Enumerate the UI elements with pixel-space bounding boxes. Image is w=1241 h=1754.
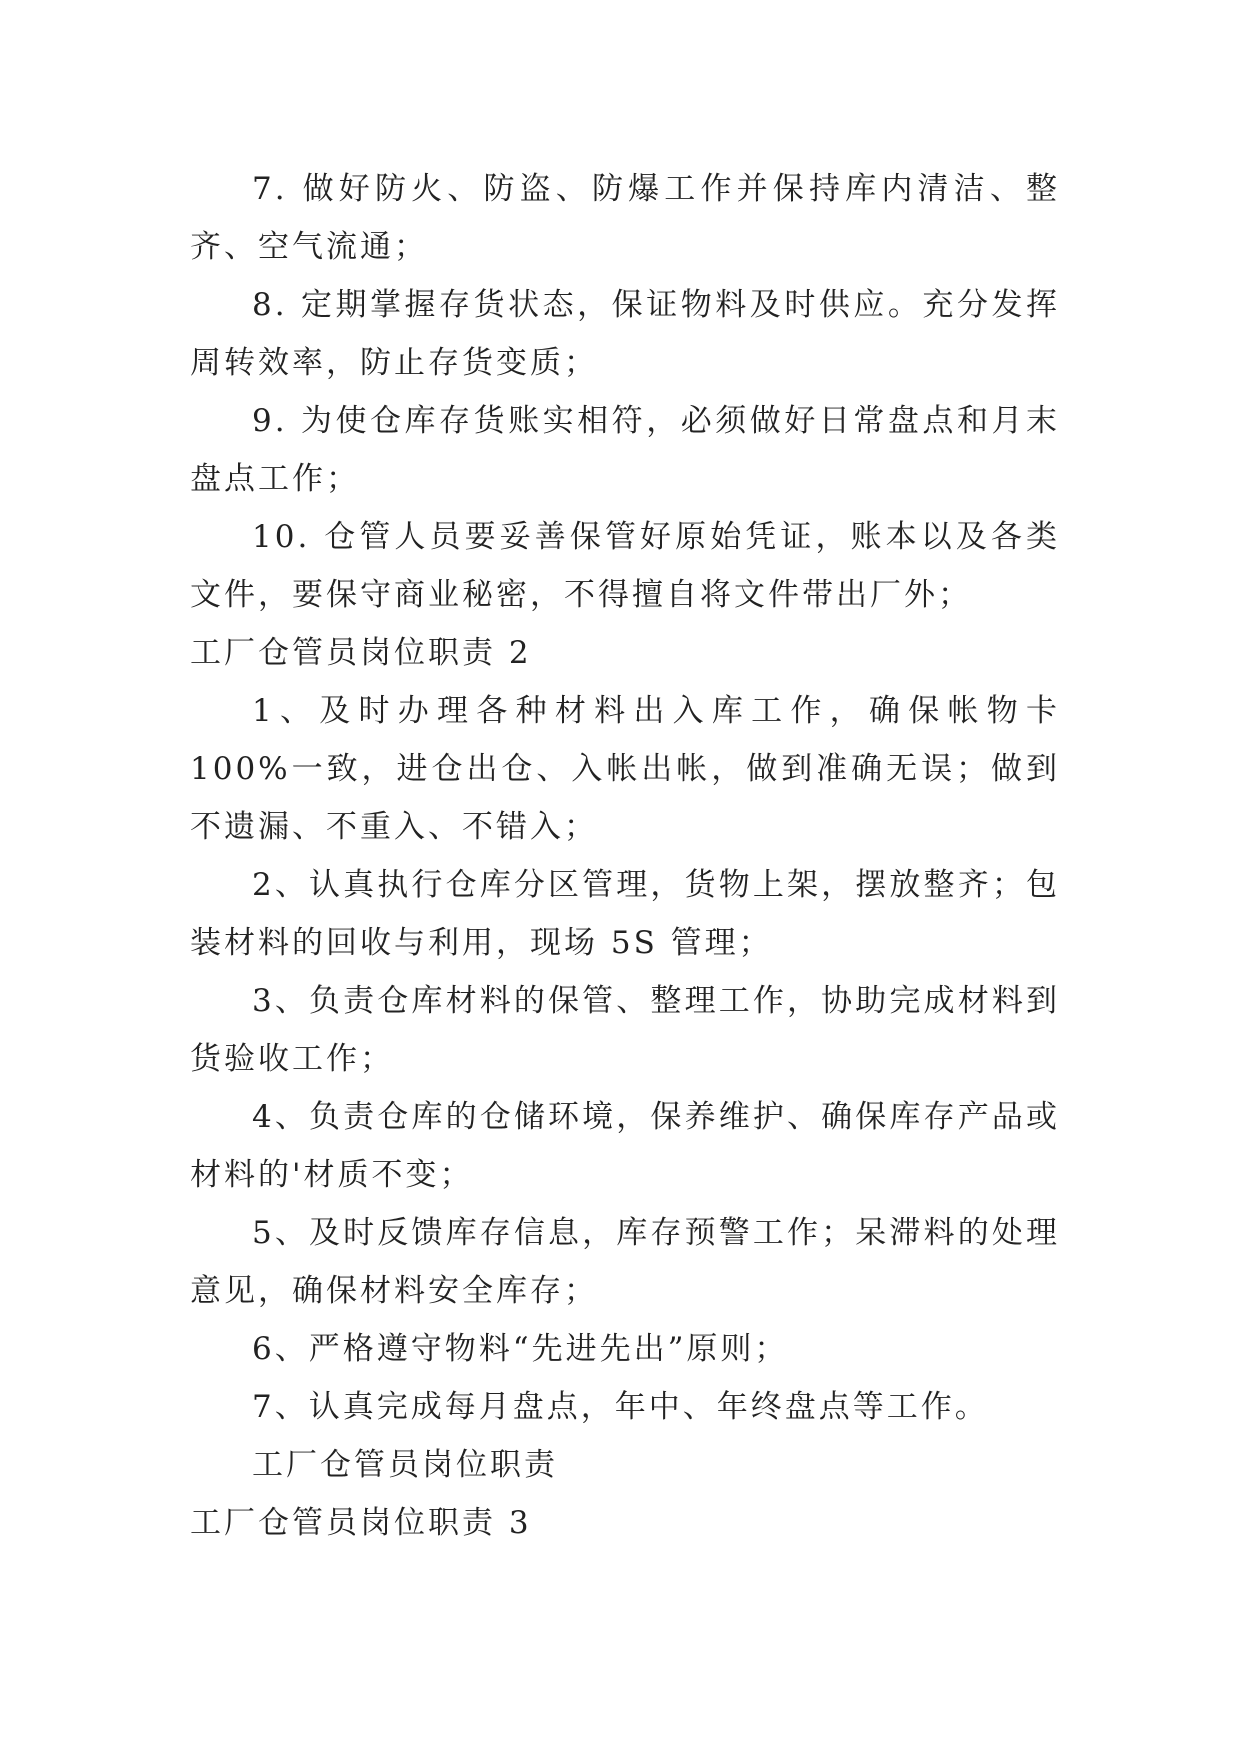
paragraph-item-10: 10. 仓管人员要妥善保管好原始凭证，账本以及各类文件，要保守商业秘密，不得擅自将文件带出厂外； bbox=[190, 519, 1060, 613]
paragraph-duty-5: 5、及时反馈库存信息，库存预警工作；呆滞料的处理意见，确保材料安全库存； bbox=[190, 1215, 1060, 1309]
paragraph-item-8: 8. 定期掌握存货状态，保证物料及时供应。充分发挥周转效率，防止存货变质； bbox=[190, 287, 1060, 381]
paragraph-duty-6: 6、严格遵守物料“先进先出”原则； bbox=[252, 1331, 789, 1367]
document-body bbox=[190, 160, 1060, 1552]
paragraph-duty-1: 1、及时办理各种材料出入库工作，确保帐物卡 100%一致，进仓出仓、入帐出帐，做到准确无误；做到不遗漏、不重入、不错入； bbox=[190, 693, 1060, 845]
paragraph-duty-4: 4、负责仓库的仓储环境，保养维护、确保库存产品或材料的'材质不变； bbox=[190, 1099, 1060, 1193]
section-subtitle: 工厂仓管员岗位职责 bbox=[252, 1447, 558, 1483]
paragraph-item-9: 9. 为使仓库存货账实相符，必须做好日常盘点和月末盘点工作； bbox=[190, 403, 1060, 497]
section-heading-3: 工厂仓管员岗位职责 3 bbox=[190, 1505, 532, 1541]
paragraph-duty-3: 3、负责仓库材料的保管、整理工作，协助完成材料到货验收工作； bbox=[190, 983, 1060, 1077]
paragraph-duty-2: 2、认真执行仓库分区管理，货物上架，摆放整齐；包装材料的回收与利用，现场 5S 管理； bbox=[190, 867, 1060, 961]
paragraph-duty-7: 7、认真完成每月盘点，年中、年终盘点等工作。 bbox=[252, 1389, 989, 1425]
section-heading-2: 工厂仓管员岗位职责 2 bbox=[190, 635, 532, 671]
paragraph-item-7: 7. 做好防火、防盗、防爆工作并保持库内清洁、整齐、空气流通； bbox=[190, 171, 1060, 265]
